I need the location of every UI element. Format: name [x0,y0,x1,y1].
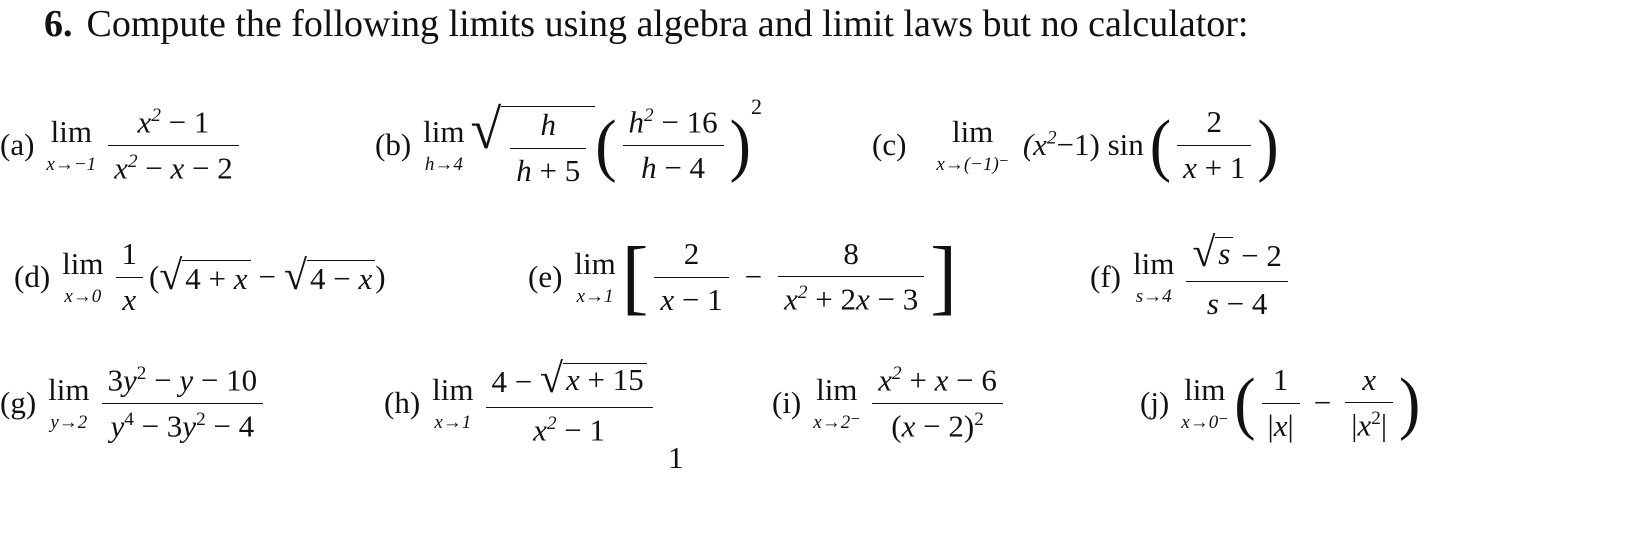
fraction: $\frac{8}{x^2 + 2x - 3}$ [778,238,924,316]
fraction: √ s − 2 s − 4 [1186,233,1288,320]
problem-label: (d) [14,259,51,294]
square-root: √ $\frac{h}{h + 5}$ [471,102,596,187]
limit-subscript: x→−1 [46,154,97,175]
limit-operator: lim x→1 [432,372,474,433]
problem-instructions: Compute the following limits using algebra and limit laws but no calculator: [86,3,1249,45]
problem-label: (j) [1140,385,1170,420]
problem-label: (h) [384,385,421,420]
limit-operator: lim x→−1 [46,114,97,175]
fraction: 4 − √ x + 15 $x^2 - 1$ [486,359,653,447]
problem-number: 6. [44,3,73,45]
problem-label: (e) [528,259,563,294]
problem-label: (c) [872,127,907,162]
fraction: $\frac{x^2 + x - 6}{(x - 2)^2}$ [872,364,1003,443]
limit-subscript: s→4 [1135,286,1172,307]
limit-subscript: x→1 [434,412,472,433]
limit-subscript: y→2 [50,412,88,433]
fraction: $\frac{h^2 - 16}{h - 4}$ [623,106,724,184]
limit-subscript: x→(−1)⁻ [936,154,1009,175]
problem-g [0,348,269,458]
limit-operator: lim x→1 [574,246,616,307]
problem-h [384,348,659,458]
limit-operator: lim x→0⁻ [1181,372,1229,433]
fraction: $\frac{x^2 - 1}{x^2 - x - 2}$ [108,106,239,185]
limit-subscript: h→4 [424,154,463,175]
problem-a [0,90,245,200]
limit-subscript: x→2⁻ [813,412,861,433]
fraction: $\frac{1}{|x|}$ [1262,364,1300,442]
problem-label: (f) [1090,259,1121,294]
problem-label: (g) [0,385,37,420]
limit-operator: lim y→2 [48,372,90,433]
limit-operator: lim s→4 [1132,246,1175,307]
limit-operator: lim x→2⁻ [813,372,861,433]
limit-operator: lim x→(−1)⁻ [936,114,1009,175]
fraction: $\frac{2}{x + 1}$ [1177,106,1251,184]
problem-c: (c) lim x→(−1)⁻ $(x^2-1)$ sin ( $\frac{2}{x + 1}$ ) [872,103,1279,185]
page-number: 1 [668,440,684,475]
limit-subscript: x→1 [576,286,614,307]
fraction: $\frac{x}{|x^2|}$ [1345,364,1393,442]
fraction: $\frac{2}{x - 1}$ [654,238,728,316]
problem-label: (a) [0,127,35,162]
fraction: $\frac{3y^2 - y - 10}{y^4 - 3y^2 - 4}$ [102,364,264,443]
limit-operator: lim h→4 [423,114,465,175]
problem-b: (b) lim h→4 √ $\frac{h}{h + 5}$ ( $\frac{h^2 - 16}{h - 4}$ ) $^2$ [375,94,762,188]
problem-label: (i) [772,385,802,420]
problem-j: (j) lim x→0⁻ ( $\frac{1}{|x|}$ − $\frac{x}{|x^2|}$ ) [1140,361,1421,443]
fraction: $\frac{1}{x}$ [116,238,144,316]
problem-i [772,348,1009,458]
problem-f [1090,222,1294,332]
problem-label: (b) [375,127,412,162]
problem-e: (e) lim x→1 [ $\frac{2}{x - 1}$ − $\frac{8}{x^2 + 2x - 3}$ ] [528,230,957,324]
limit-operator: lim x→0 [62,246,104,307]
limit-subscript: x→0⁻ [1181,412,1229,433]
limit-subscript: x→0 [64,286,102,307]
problem-d: (d) lim x→0 $\frac{1}{x}$ ( √ 4 + x − √ 4 − x ) [14,235,386,317]
problem-header [44,2,1248,46]
